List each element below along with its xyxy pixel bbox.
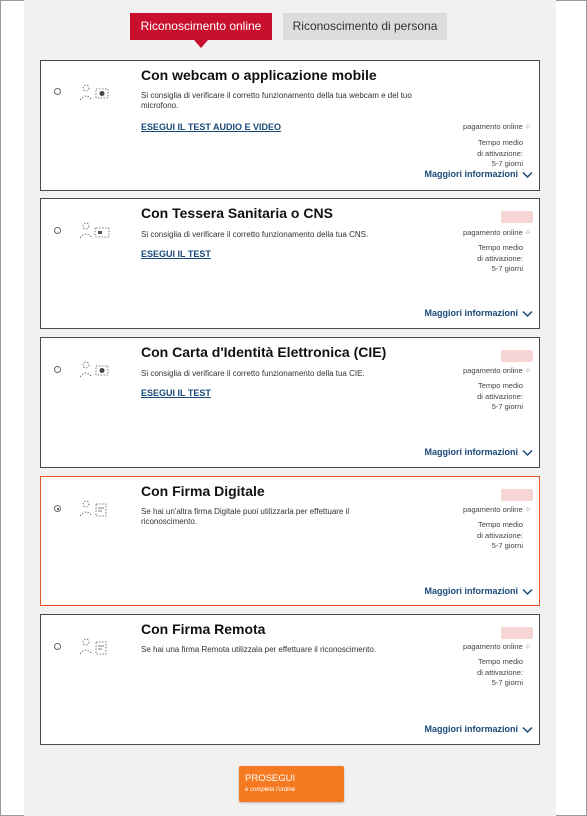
option-title: Con Firma Digitale	[141, 483, 265, 499]
webcam-icon	[76, 83, 112, 103]
more-info-link[interactable]: Maggiori informazioni	[425, 586, 534, 596]
tab-online-recognition[interactable]: Riconoscimento online	[130, 13, 272, 40]
option-description: Si consiglia di verificare il corretto funzionamento della tua webcam e del tuo microfono.	[141, 91, 412, 110]
chevron-down-icon	[522, 726, 533, 734]
digital-signature-icon	[76, 499, 112, 519]
radio-button[interactable]	[54, 227, 61, 234]
id-card-icon	[76, 360, 112, 380]
activation-time: Tempo medio di attivazione: 5-7 giorni	[477, 381, 523, 411]
activation-time: Tempo medio di attivazione: 5-7 giorni	[477, 657, 523, 687]
option-description: Se hai un'altra firma Digitale puoi utilizzarla per effettuare il riconoscimento.	[141, 507, 350, 526]
option-title: Con Firma Remota	[141, 621, 266, 637]
option-card-webcam[interactable]	[40, 60, 540, 191]
proceed-button[interactable]	[239, 766, 344, 802]
option-description: Si consiglia di verificare il corretto funzionamento della tua CIE.	[141, 369, 365, 378]
option-description: Se hai una firma Remota utilizzala per effettuare il riconoscimento.	[141, 645, 377, 654]
radio-button[interactable]	[54, 643, 61, 650]
test-cie-link[interactable]: ESEGUI IL TEST	[141, 388, 211, 398]
payment-label: pagamento online ⁘	[462, 366, 531, 375]
test-cns-link[interactable]: ESEGUI IL TEST	[141, 249, 211, 259]
price-badge	[501, 627, 533, 639]
option-title: Con Tessera Sanitaria o CNS	[141, 205, 333, 221]
activation-time: Tempo medio di attivazione: 5-7 giorni	[477, 138, 523, 168]
price-badge	[501, 489, 533, 501]
card-reader-icon	[76, 221, 112, 241]
more-info-link[interactable]: Maggiori informazioni	[425, 724, 534, 734]
radio-button[interactable]	[54, 88, 61, 95]
tab-in-person-recognition[interactable]: Riconoscimento di persona	[283, 13, 447, 40]
option-card-remote-signature[interactable]	[40, 614, 540, 745]
option-description: Si consiglia di verificare il corretto funzionamento della tua CNS.	[141, 230, 369, 239]
chevron-down-icon	[522, 449, 533, 457]
option-card-cns[interactable]	[40, 198, 540, 329]
more-info-link[interactable]: Maggiori informazioni	[425, 308, 534, 318]
radio-button[interactable]	[54, 366, 61, 373]
radio-button-selected[interactable]	[54, 505, 61, 512]
price-badge	[501, 350, 533, 362]
option-card-digital-signature[interactable]	[40, 476, 540, 606]
remote-signature-icon	[76, 637, 112, 657]
option-title: Con webcam o applicazione mobile	[141, 67, 377, 83]
proceed-label: PROSEGUI	[245, 773, 296, 784]
payment-label: pagamento online ⁘	[462, 505, 531, 514]
more-info-link[interactable]: Maggiori informazioni	[425, 447, 534, 457]
chevron-down-icon	[522, 588, 533, 596]
option-title: Con Carta d'Identità Elettronica (CIE)	[141, 344, 387, 360]
activation-time: Tempo medio di attivazione: 5-7 giorni	[477, 243, 523, 273]
price-badge	[501, 211, 533, 223]
activation-time: Tempo medio di attivazione: 5-7 giorni	[477, 520, 523, 550]
more-info-link[interactable]: Maggiori informazioni	[425, 169, 534, 179]
test-audio-video-link[interactable]: ESEGUI IL TEST AUDIO E VIDEO	[141, 122, 282, 132]
proceed-sublabel: e completa l'ordine	[245, 787, 296, 793]
payment-label: pagamento online ⁘	[462, 122, 531, 131]
payment-label: pagamento online ⁘	[462, 228, 531, 237]
chevron-down-icon	[522, 171, 533, 179]
chevron-down-icon	[522, 310, 533, 318]
payment-label: pagamento online ⁘	[462, 642, 531, 651]
option-card-cie[interactable]	[40, 337, 540, 468]
